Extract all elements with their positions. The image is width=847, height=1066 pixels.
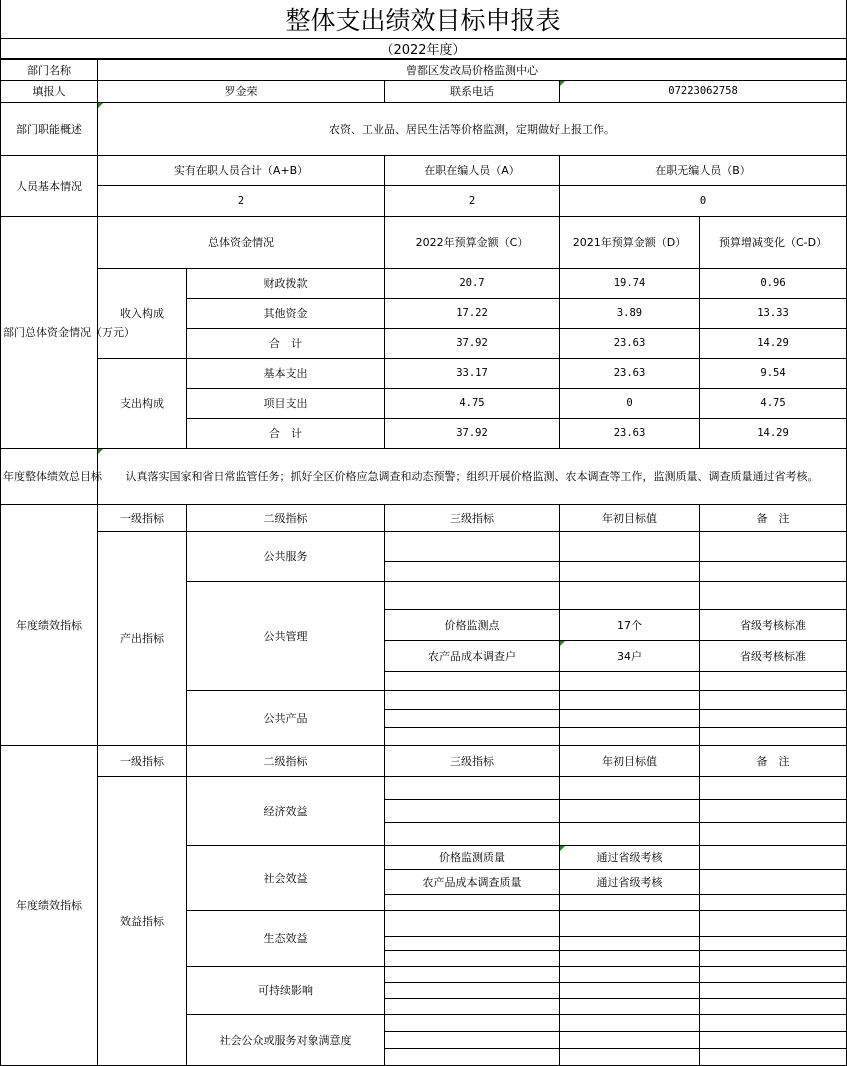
indicator-cell[interactable] xyxy=(385,951,560,967)
note-cell[interactable] xyxy=(700,728,847,746)
public-management-label: 公共管理 xyxy=(187,582,385,691)
expense-row-diff[interactable]: 9.54 xyxy=(700,359,847,389)
indicator-cell[interactable] xyxy=(385,532,560,562)
target-cell[interactable] xyxy=(560,1032,700,1049)
staff-header-total: 实有在职人员合计（A+B） xyxy=(98,156,385,186)
benefit-item-name[interactable]: 农产品成本调查质量 xyxy=(385,870,560,895)
note-cell[interactable] xyxy=(700,1032,847,1049)
income-total-d[interactable]: 23.63 xyxy=(560,329,700,359)
expense-row-name: 项目支出 xyxy=(187,389,385,419)
income-row-c[interactable]: 20.7 xyxy=(385,269,560,299)
output-item-target[interactable]: 17个 xyxy=(560,610,700,641)
goal-value[interactable]: 认真落实国家和省日常监管任务；抓好全区价格应急调查和动态预警；组织开展价格监测、农本调查等工作，监测质量、调查质量通过省考核。 xyxy=(98,449,847,505)
phone-value[interactable]: 07223062758 xyxy=(560,81,847,103)
perf-header-level1: 一级指标 xyxy=(98,746,187,777)
expense-row-diff[interactable]: 4.75 xyxy=(700,389,847,419)
target-cell[interactable] xyxy=(560,728,700,746)
expense-row-c[interactable]: 33.17 xyxy=(385,359,560,389)
note-cell[interactable] xyxy=(700,691,847,710)
income-row-diff[interactable]: 13.33 xyxy=(700,299,847,329)
target-cell[interactable] xyxy=(560,911,700,937)
note-cell[interactable] xyxy=(700,983,847,999)
note-cell[interactable] xyxy=(700,672,847,691)
target-cell[interactable] xyxy=(560,800,700,823)
social-benefit-label: 社会效益 xyxy=(187,846,385,911)
target-cell[interactable] xyxy=(560,895,700,911)
note-cell[interactable] xyxy=(700,967,847,983)
note-cell[interactable] xyxy=(700,582,847,610)
target-cell[interactable] xyxy=(560,562,700,582)
target-cell[interactable] xyxy=(560,967,700,983)
economic-benefit-label: 经济效益 xyxy=(187,777,385,846)
note-cell[interactable] xyxy=(700,999,847,1015)
income-row-diff[interactable]: 0.96 xyxy=(700,269,847,299)
output-level1: 产出指标 xyxy=(98,532,187,746)
note-cell[interactable] xyxy=(700,951,847,967)
staff-label: 人员基本情况 xyxy=(1,156,98,217)
perf-header-level1: 一级指标 xyxy=(98,505,187,532)
phone-label: 联系电话 xyxy=(385,81,560,103)
indicator-cell[interactable] xyxy=(385,582,560,610)
note-cell[interactable] xyxy=(700,710,847,728)
income-row-d[interactable]: 3.89 xyxy=(560,299,700,329)
target-cell[interactable] xyxy=(560,777,700,800)
note-cell[interactable] xyxy=(700,937,847,951)
indicator-cell[interactable] xyxy=(385,562,560,582)
indicator-cell[interactable] xyxy=(385,800,560,823)
filler-value[interactable]: 罗金荣 xyxy=(98,81,385,103)
filler-label: 填报人 xyxy=(1,81,98,103)
note-cell[interactable] xyxy=(700,1049,847,1066)
form-table xyxy=(0,59,847,1066)
income-row-name: 财政拨款 xyxy=(187,269,385,299)
indicator-cell[interactable] xyxy=(385,983,560,999)
staff-value-a[interactable]: 2 xyxy=(385,186,560,217)
target-cell[interactable] xyxy=(560,532,700,562)
output-item-target[interactable]: 34户 xyxy=(560,641,700,672)
funds-header-total: 总体资金情况 xyxy=(98,217,385,269)
perf-header-note: 备 注 xyxy=(700,746,847,777)
perf-header-target: 年初目标值 xyxy=(560,505,700,532)
indicator-cell[interactable] xyxy=(385,710,560,728)
indicator-cell[interactable] xyxy=(385,999,560,1015)
public-product-label: 公共产品 xyxy=(187,691,385,746)
target-cell[interactable] xyxy=(560,1049,700,1066)
indicator-cell[interactable] xyxy=(385,1015,560,1032)
target-cell[interactable] xyxy=(560,691,700,710)
function-value[interactable]: 农资、工业品、居民生活等价格监测，定期做好上报工作。 xyxy=(98,103,847,156)
note-cell[interactable] xyxy=(700,870,847,895)
note-cell[interactable] xyxy=(700,532,847,562)
target-cell[interactable] xyxy=(560,823,700,846)
indicator-cell[interactable] xyxy=(385,1049,560,1066)
note-cell[interactable] xyxy=(700,846,847,870)
target-cell[interactable] xyxy=(560,672,700,691)
perf-header-target: 年初目标值 xyxy=(560,746,700,777)
form-title: 整体支出绩效目标申报表 xyxy=(0,0,846,39)
target-cell[interactable] xyxy=(560,582,700,610)
indicator-cell[interactable] xyxy=(385,967,560,983)
note-cell[interactable] xyxy=(700,895,847,911)
note-cell[interactable] xyxy=(700,823,847,846)
goal-label: 年度整体绩效总目标 xyxy=(1,449,98,505)
dept-label: 部门名称 xyxy=(1,60,98,81)
indicator-cell[interactable] xyxy=(385,823,560,846)
indicator-cell[interactable] xyxy=(385,937,560,951)
funds-header-d: 2021年预算金额（D） xyxy=(560,217,700,269)
expense-total-d[interactable]: 23.63 xyxy=(560,419,700,449)
perf-header-level2: 二级指标 xyxy=(187,746,385,777)
indicator-cell[interactable] xyxy=(385,911,560,937)
expense-total-diff[interactable]: 14.29 xyxy=(700,419,847,449)
output-item-note[interactable]: 省级考核标准 xyxy=(700,641,847,672)
note-cell[interactable] xyxy=(700,1015,847,1032)
output-item-note[interactable]: 省级考核标准 xyxy=(700,610,847,641)
funds-label: 部门总体资金情况（万元） xyxy=(1,217,98,449)
indicator-cell[interactable] xyxy=(385,895,560,911)
income-total-name: 合 计 xyxy=(187,329,385,359)
sustainable-impact-label: 可持续影响 xyxy=(187,967,385,1015)
target-cell[interactable] xyxy=(560,983,700,999)
form-year: （2022年度） xyxy=(0,39,846,59)
benefit-section-label: 年度绩效指标 xyxy=(1,746,98,1066)
dept-value[interactable]: 曾都区发改局价格监测中心 xyxy=(98,60,847,81)
target-cell[interactable] xyxy=(560,710,700,728)
perf-header-level3: 三级指标 xyxy=(385,746,560,777)
target-cell[interactable] xyxy=(560,999,700,1015)
indicator-cell[interactable] xyxy=(385,777,560,800)
target-cell[interactable] xyxy=(560,951,700,967)
indicator-cell[interactable] xyxy=(385,691,560,710)
target-cell[interactable] xyxy=(560,937,700,951)
output-item-name[interactable]: 农产品成本调查户 xyxy=(385,641,560,672)
note-cell[interactable] xyxy=(700,562,847,582)
staff-value-b[interactable]: 0 xyxy=(560,186,847,217)
funds-header-diff: 预算增减变化（C-D） xyxy=(700,217,847,269)
target-cell[interactable] xyxy=(560,1015,700,1032)
expense-row-name: 基本支出 xyxy=(187,359,385,389)
staff-header-b: 在职无编人员（B） xyxy=(560,156,847,186)
note-cell[interactable] xyxy=(700,911,847,937)
expense-row-c[interactable]: 4.75 xyxy=(385,389,560,419)
note-cell[interactable] xyxy=(700,800,847,823)
staff-value-total[interactable]: 2 xyxy=(98,186,385,217)
income-total-diff[interactable]: 14.29 xyxy=(700,329,847,359)
indicator-cell[interactable] xyxy=(385,672,560,691)
benefit-item-target[interactable]: 通过省级考核 xyxy=(560,870,700,895)
funds-header-c: 2022年预算金额（C） xyxy=(385,217,560,269)
benefit-item-name[interactable]: 价格监测质量 xyxy=(385,846,560,870)
income-label: 收入构成 xyxy=(98,269,187,359)
benefit-level1: 效益指标 xyxy=(98,777,187,1066)
expense-row-d[interactable]: 0 xyxy=(560,389,700,419)
perf-header-level2: 二级指标 xyxy=(187,505,385,532)
income-row-c[interactable]: 17.22 xyxy=(385,299,560,329)
expense-label: 支出构成 xyxy=(98,359,187,449)
perf-header-note: 备 注 xyxy=(700,505,847,532)
satisfaction-label: 社会公众或服务对象满意度 xyxy=(187,1015,385,1066)
indicator-cell[interactable] xyxy=(385,728,560,746)
note-cell[interactable] xyxy=(700,777,847,800)
expense-total-c[interactable]: 37.92 xyxy=(385,419,560,449)
indicator-cell[interactable] xyxy=(385,1032,560,1049)
benefit-item-target[interactable]: 通过省级考核 xyxy=(560,846,700,870)
perf-header-level3: 三级指标 xyxy=(385,505,560,532)
income-total-c[interactable]: 37.92 xyxy=(385,329,560,359)
output-item-name[interactable]: 价格监测点 xyxy=(385,610,560,641)
function-label: 部门职能概述 xyxy=(1,103,98,156)
ecological-benefit-label: 生态效益 xyxy=(187,911,385,967)
expense-total-name: 合 计 xyxy=(187,419,385,449)
output-section-label: 年度绩效指标 xyxy=(1,505,98,746)
staff-header-a: 在职在编人员（A） xyxy=(385,156,560,186)
income-row-name: 其他资金 xyxy=(187,299,385,329)
public-service-label: 公共服务 xyxy=(187,532,385,582)
expense-row-d[interactable]: 23.63 xyxy=(560,359,700,389)
income-row-d[interactable]: 19.74 xyxy=(560,269,700,299)
